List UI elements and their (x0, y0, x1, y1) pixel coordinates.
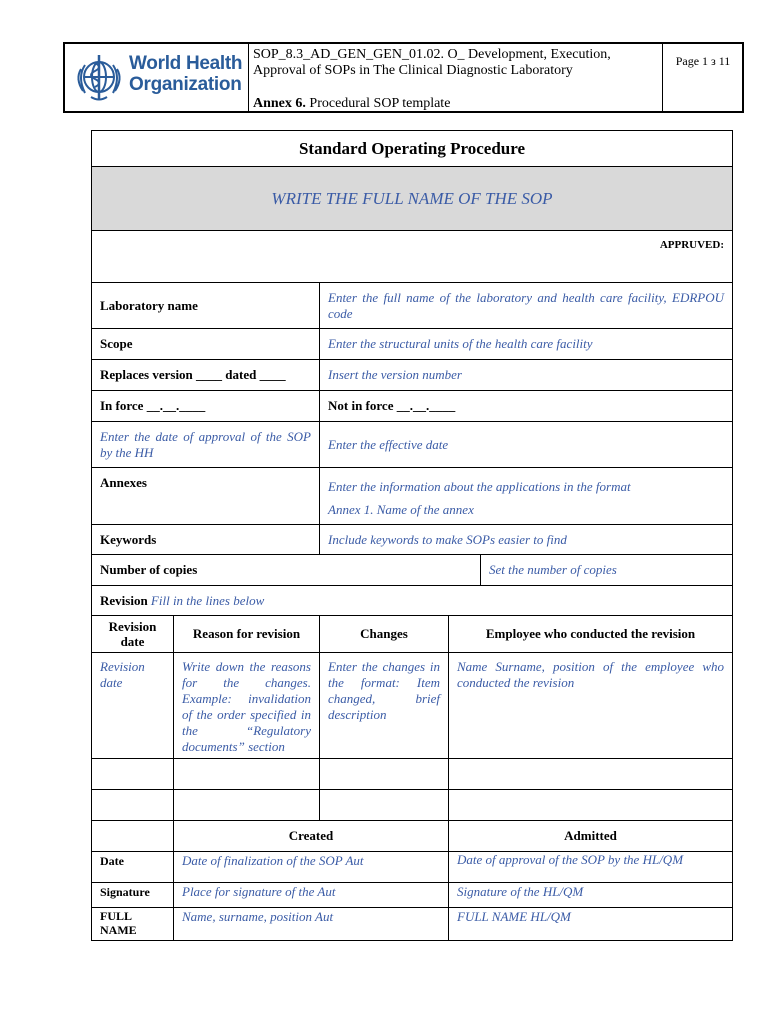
annexes-example: Annex 1. Name of the annex (328, 502, 474, 517)
revision-example-reason[interactable]: Write down the reasons for the changes. Example: invalidation of the order specified in the “Regulatory documents” section (174, 653, 320, 759)
revision-empty-cell[interactable] (92, 790, 174, 821)
sop-name-field[interactable]: WRITE THE FULL NAME OF THE SOP (92, 167, 733, 231)
signoff-blank-header (92, 821, 174, 852)
annexes-format-hint: Enter the information about the applications in the format (328, 479, 631, 494)
doc-title-cell (249, 44, 663, 111)
fullname-admitted-field[interactable]: FULL NAME HL/QM (449, 908, 733, 941)
copies-label: Number of copies (92, 555, 481, 586)
who-logo-text (129, 53, 242, 95)
date-admitted-field[interactable]: Date of approval of the SOP by the HL/QM (449, 852, 733, 883)
replaces-version-label: Replaces version ____ dated ____ (92, 360, 320, 391)
annex-label: Annex 6. (253, 96, 306, 111)
revision-example-employee[interactable]: Name Surname, position of the employee who conducted the revision (449, 653, 733, 759)
scope-label: Scope (92, 329, 320, 360)
document-header (63, 42, 744, 113)
signature-admitted-field[interactable]: Signature of the HL/QM (449, 883, 733, 908)
approved-label: APPRUVED: (92, 231, 733, 283)
scope-field[interactable]: Enter the structural units of the health care facility (320, 329, 733, 360)
sop-form-table (91, 130, 733, 941)
annex-line (253, 96, 450, 112)
annexes-field[interactable] (320, 468, 733, 525)
revision-empty-cell[interactable] (449, 790, 733, 821)
revision-label: Revision (100, 592, 148, 608)
annex-title: Procedural SOP template (305, 96, 451, 111)
revision-hint: Fill in the lines below (147, 592, 265, 608)
keywords-label: Keywords (92, 525, 320, 555)
revision-row (92, 586, 733, 616)
date-created-field[interactable]: Date of finalization of the SOP Aut (174, 852, 449, 883)
date-label: Date (92, 852, 174, 883)
signature-created-field[interactable]: Place for signature of the Aut (174, 883, 449, 908)
revision-empty-cell[interactable] (174, 790, 320, 821)
copies-field[interactable]: Set the number of copies (481, 555, 733, 586)
signature-label: Signature (92, 883, 174, 908)
doc-code-title: SOP_8.3_AD_GEN_GEN_01.02. O_ Development, Execution, Approval of SOPs in The Clinical Diagnostic Laboratory (253, 47, 611, 78)
in-force-label: In force __.__.____ (92, 391, 320, 422)
revision-empty-cell[interactable] (449, 759, 733, 790)
lab-name-field[interactable]: Enter the full name of the laboratory and health care facility, EDRPOU code (320, 283, 733, 329)
form-title: Standard Operating Procedure (92, 131, 733, 167)
annexes-label: Annexes (92, 468, 320, 525)
who-logo-line2: Organization (129, 74, 242, 95)
revision-header-reason: Reason for revision (174, 616, 320, 653)
who-emblem-icon (71, 49, 127, 105)
revision-empty-cell[interactable] (92, 759, 174, 790)
revision-empty-cell[interactable] (174, 759, 320, 790)
fullname-created-field[interactable]: Name, surname, position Aut (174, 908, 449, 941)
approval-date-field[interactable]: Enter the date of approval of the SOP by the HH (92, 422, 320, 468)
fullname-label: FULL NAME (92, 908, 174, 941)
lab-name-label: Laboratory name (92, 283, 320, 329)
effective-date-field[interactable]: Enter the effective date (320, 422, 733, 468)
revision-header-changes: Changes (320, 616, 449, 653)
created-header: Created (174, 821, 449, 852)
revision-empty-cell[interactable] (320, 759, 449, 790)
who-logo (65, 44, 249, 111)
page-number: Page 1 з 11 (675, 54, 731, 68)
who-logo-line1: World Health (129, 53, 243, 74)
keywords-field[interactable]: Include keywords to make SOPs easier to find (320, 525, 733, 555)
revision-header-employee: Employee who conducted the revision (449, 616, 733, 653)
revision-header-date: Revision date (92, 616, 174, 653)
revision-example-changes[interactable]: Enter the changes in the format: Item changed, brief description (320, 653, 449, 759)
admitted-header: Admitted (449, 821, 733, 852)
revision-example-date[interactable]: Revision date (92, 653, 174, 759)
not-in-force-label: Not in force __.__.____ (320, 391, 733, 422)
replaces-version-field[interactable]: Insert the version number (320, 360, 733, 391)
revision-empty-cell[interactable] (320, 790, 449, 821)
